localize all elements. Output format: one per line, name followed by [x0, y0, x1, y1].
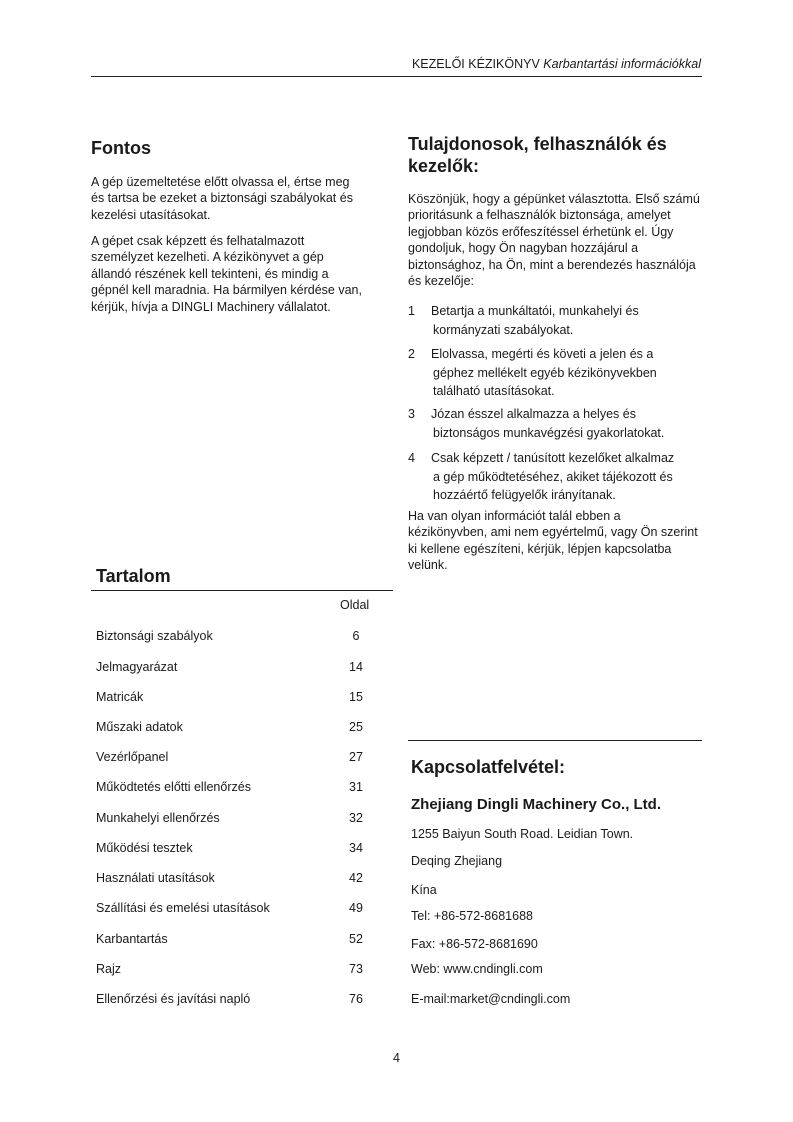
contact-heading: Kapcsolatfelvétel:	[411, 757, 566, 777]
important-paragraph: A gépet csak képzett és felhatalmazott személyzet kezelheti. A kézikönyvet a gép állandó részének kell tekinteni, és mindig a gépnél kell maradnia. Ha bármilyen kérdése van, kérjük, hívja a DINGLI Machinery vállalatot.	[91, 234, 362, 314]
toc-page: 52	[349, 932, 363, 946]
list-item-text-continued: kormányzati szabályokat.	[433, 322, 574, 337]
contact-country: Kína	[411, 883, 437, 897]
list-item-number: 1	[408, 304, 415, 318]
toc-row	[96, 871, 366, 889]
toc-row	[96, 811, 366, 829]
toc-row	[96, 841, 366, 859]
contact-fax: Fax: +86-572-8681690	[411, 937, 538, 951]
list-item-text-continued: géphez mellékelt egyéb kézikönyvekben található utasításokat.	[433, 365, 657, 398]
toc-page: 25	[349, 720, 363, 734]
toc-page: 15	[349, 690, 363, 704]
owners-list-item	[408, 449, 703, 505]
toc-title: Biztonsági szabályok	[96, 629, 213, 643]
toc-title: Matricák	[96, 690, 144, 704]
toc-page-column-header: Oldal	[340, 598, 370, 612]
list-item-text: Csak képzett / tanúsított kezelőket alkalmaz	[431, 451, 675, 465]
toc-title: Karbantartás	[96, 932, 168, 946]
owners-list-item	[408, 302, 703, 339]
toc-page: 32	[349, 811, 363, 825]
list-item-text: Józan ésszel alkalmazza a helyes és	[431, 407, 636, 421]
list-item-text-continued: biztonságos munkavégzési gyakorlatokat.	[433, 425, 665, 440]
toc-row	[96, 992, 366, 1010]
toc-heading: Tartalom	[96, 566, 171, 586]
header-divider	[91, 76, 702, 77]
toc-row	[96, 962, 366, 980]
toc-title: Munkahelyi ellenőrzés	[96, 811, 220, 825]
list-item-text-continued: a gép működtetéséhez, akiket tájékozott és hozzáértő felügyelők irányítanak.	[433, 469, 673, 502]
toc-title: Műszaki adatok	[96, 720, 183, 734]
important-paragraph: A gép üzemeltetése előtt olvassa el, értse meg és tartsa be ezeket a biztonsági szabályokat és kezelési utasításokat.	[91, 175, 353, 222]
toc-row	[96, 780, 366, 798]
contact-phone: Tel: +86-572-8681688	[411, 909, 533, 923]
toc-title: Jelmagyarázat	[96, 660, 178, 674]
important-heading: Fontos	[91, 138, 151, 158]
contact-address-line: 1255 Baiyun South Road. Leidian Town.	[411, 827, 634, 841]
list-item-text: Elolvassa, megérti és követi a jelen és a	[431, 347, 654, 361]
list-item-number: 2	[408, 347, 415, 361]
toc-title: Ellenőrzési és javítási napló	[96, 992, 251, 1006]
running-header	[91, 57, 701, 71]
toc-page: 14	[349, 660, 363, 674]
owners-outro: Ha van olyan információt talál ebben a kézikönyvben, ami nem egyértelmű, vagy Ön szerint ki kellene egészíteni, kérjük, lépjen kapcsolatba velünk.	[408, 509, 698, 573]
toc-title: Használati utasítások	[96, 871, 215, 885]
list-item-number: 3	[408, 407, 415, 421]
toc-page: 76	[349, 992, 363, 1006]
contact-divider	[408, 740, 702, 741]
toc-row	[96, 629, 366, 647]
toc-title: Rajz	[96, 962, 122, 976]
toc-row	[96, 932, 366, 950]
header-subtitle: Karbantartási információkkal	[543, 57, 701, 71]
toc-row	[96, 750, 366, 768]
toc-page: 73	[349, 962, 363, 976]
owners-list-item	[408, 405, 703, 442]
toc-title: Működtetés előtti ellenőrzés	[96, 780, 251, 794]
toc-page: 31	[349, 780, 363, 794]
owners-intro: Köszönjük, hogy a gépünket választotta. Első számú prioritásunk a felhasználók biztonsága, amelyet legjobban közös erőfeszítéssel érhetünk el. Úgy gondoljuk, hogy Ön nagyban hozzájárul a biztonsághoz, ha Ön, mint a berendezés használója és kezelője:	[408, 192, 700, 289]
contact-email: E-mail:market@cndingli.com	[411, 992, 571, 1006]
contact-website: Web: www.cndingli.com	[411, 962, 543, 976]
toc-title: Vezérlőpanel	[96, 750, 169, 764]
owners-list-item	[408, 345, 703, 401]
header-title: KEZELŐI KÉZIKÖNYV	[411, 57, 540, 71]
toc-page: 42	[349, 871, 363, 885]
toc-divider	[91, 590, 393, 591]
toc-title: Szállítási és emelési utasítások	[96, 901, 270, 915]
owners-heading: Tulajdonosok, felhasználók és kezelők:	[408, 134, 667, 176]
toc-row	[96, 720, 366, 738]
list-item-text: Betartja a munkáltatói, munkahelyi és	[431, 304, 639, 318]
toc-page: 34	[349, 841, 363, 855]
company-name: Zhejiang Dingli Machinery Co., Ltd.	[411, 796, 662, 813]
toc-row	[96, 690, 366, 708]
toc-page: 49	[349, 901, 363, 915]
page-number: 4	[393, 1051, 400, 1065]
list-item-number: 4	[408, 451, 415, 465]
contact-address-line: Deqing Zhejiang	[411, 854, 503, 868]
toc-row	[96, 901, 366, 919]
toc-page: 27	[349, 750, 363, 764]
toc-title: Működési tesztek	[96, 841, 193, 855]
toc-row	[96, 660, 366, 678]
toc-page: 6	[352, 629, 360, 643]
